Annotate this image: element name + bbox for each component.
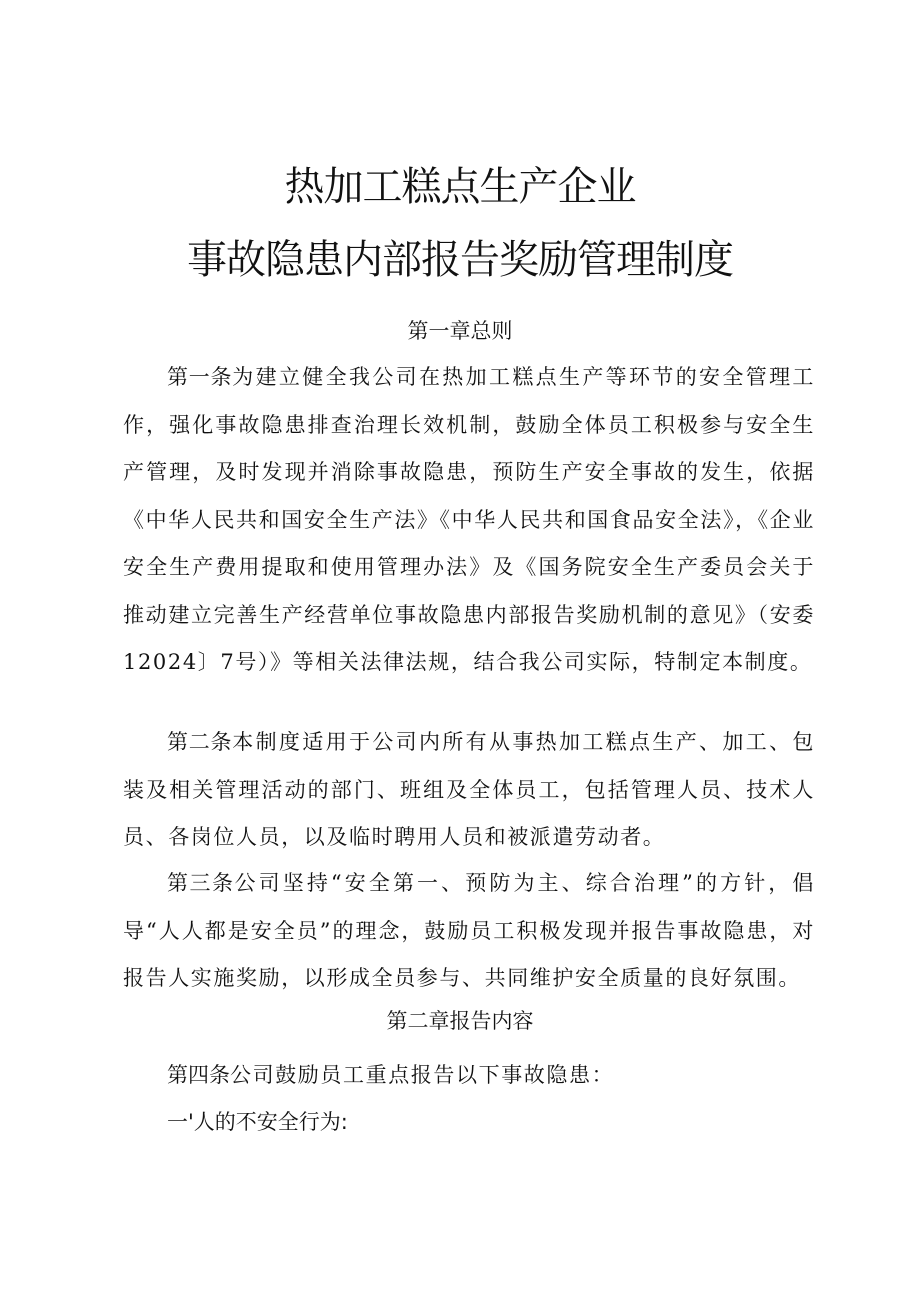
article-3-label: 第三条 xyxy=(167,871,235,895)
article-4-text: 公司鼓励员工重点报告以下事故隐患： xyxy=(230,1063,615,1087)
list-item-1: 一'人的不安全行为: xyxy=(167,1110,348,1134)
document-title-line-2: 事故隐患内部报告奖励管理制度 xyxy=(187,237,733,283)
article-2 xyxy=(123,719,815,862)
article-3 xyxy=(123,860,815,1003)
article-1 xyxy=(123,354,815,687)
article-2-text: 本制度适用于公司内所有从事热加工糕点生产、加工、包装及相关管理活动的部门、班组及全体员工，包括管理人员、技术人员、各岗位人员，以及临时聘用人员和被派遣劳动者。 xyxy=(123,730,816,849)
article-4-label: 第四条 xyxy=(167,1063,230,1087)
chapter-heading-1: 第一章总则 xyxy=(407,319,513,343)
article-4 xyxy=(123,1052,815,1100)
chapter-heading-2: 第二章报告内容 xyxy=(386,1009,534,1033)
article-3-text: 公司坚持“安全第一、预防为主、综合治理”的方针，倡导“人人都是安全员”的理念，鼓励员工积极发现并报告事故隐患，对报告人实施奖励，以形成全员参与、共同维护安全质量的良好氛围。 xyxy=(123,871,815,990)
article-1-label: 第一条 xyxy=(167,365,233,389)
article-1-text: 为建立健全我公司在热加工糕点生产等环节的安全管理工作，强化事故隐患排查治理长效机制，鼓励全体员工积极参与安全生产管理，及时发现并消除事故隐患，预防生产安全事故的发生，依据《中华人民共和国安全生产法》《中华人民共和国食品安全法》，《企业安全生产费用提取和使用管理办法》及《国务院安全生产委员会关于推动建立完善生产经营单位事故隐患内部报告奖励机制的意见》（安委12024〕7号）》等相关法律法规，结合我公司实际，特制定本制度。 xyxy=(123,365,816,674)
article-2-label: 第二条 xyxy=(167,730,233,754)
document-title-line-1: 热加工糕点生产企业 xyxy=(284,164,636,210)
